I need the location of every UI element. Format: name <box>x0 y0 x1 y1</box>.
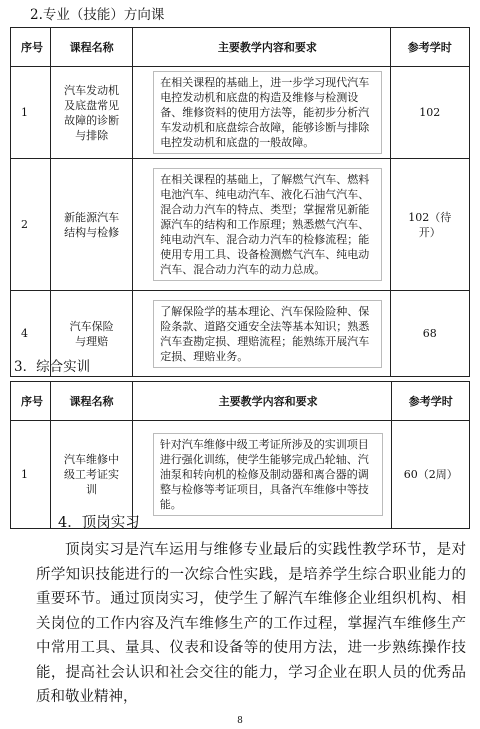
course-name-text: 新能源汽车结构与检修 <box>64 210 120 239</box>
section4-title: 4．顶岗实习 <box>58 515 140 531</box>
course-table-practical <box>10 381 470 529</box>
header-content: 主要教学内容和要求 <box>132 382 392 421</box>
course-name-text: 汽车保险与理赔 <box>69 319 114 348</box>
header-no: 序号 <box>11 28 51 67</box>
row-content <box>133 291 390 377</box>
header-no: 序号 <box>11 382 51 421</box>
row-no: 1 <box>11 421 51 529</box>
header-course: 课程名称 <box>51 382 133 421</box>
row-hours <box>390 159 469 291</box>
row-course-name <box>50 159 132 291</box>
content-text: 在相关课程的基础上，进一步学习现代汽车电控发动机和底盘的构造及维修与检测设备、维修资料的使用方法等，能初步分析汽车发动机和底盘综合故障，能够诊断与排除电控发动机和底盘的一般故障。 <box>153 71 381 154</box>
row-no: 4 <box>11 291 51 377</box>
row-course-name <box>50 67 132 159</box>
header-course: 课程名称 <box>50 28 132 67</box>
section2-title: 2.专业（技能）方向课 <box>30 7 165 23</box>
row-hours: 60（2周） <box>392 421 470 529</box>
course-name-text: 汽车发动机及底盘常见故障的诊断与排除 <box>64 83 120 142</box>
row-hours: 102 <box>390 67 469 159</box>
row-no: 1 <box>11 67 51 159</box>
header-hours: 参考学时 <box>392 382 470 421</box>
row-content <box>132 421 392 529</box>
content-text: 了解保险学的基本理论、汽车保险险种、保险条款、道路交通安全法等基本知识；熟悉汽车查勘定损、理赔流程；能熟练开展汽车定损、理赔业务。 <box>153 300 381 368</box>
course-name-text: 汽车维修中级工考证实训 <box>63 453 119 496</box>
row-content <box>133 67 390 159</box>
content-text: 针对汽车维修中级工考证所涉及的实训项目进行强化训练，使学生能够完成凸轮轴、汽油泵和转向机的检修及制动器和离合器的调整与检修等考证项目，具备汽车维修中等技能。 <box>153 433 384 516</box>
section3-title: 3．综合实训 <box>14 359 91 375</box>
hours-text: 102（待开） <box>408 210 452 239</box>
content-text: 在相关课程的基础上，了解燃气汽车、燃料电池汽车、纯电动汽车、液化石油气汽车、混合动力汽车的特点、类型；掌握常见新能源汽车的结构和工作原理；熟悉燃气汽车、纯电动汽车、混合动力汽车的检修流程；能使用专用工具、设备检测燃气汽车、纯电动汽车、混合动力汽车的动力总成。 <box>153 168 381 281</box>
table-header-row <box>11 28 470 67</box>
page-number: 8 <box>237 716 243 726</box>
row-content <box>133 159 390 291</box>
row-no: 2 <box>11 159 51 291</box>
internship-paragraph: 顶岗实习是汽车运用与维修专业最后的实践性教学环节，是对所学知识技能进行的一次综合性实践，是培养学生综合职业能力的重要环节。通过顶岗实习，使学生了解汽车维修企业组织机构、相关岗位的工作内容及汽车维修生产的工作过程，掌握汽车维修生产中常用工具、量具、仪表和设备等的使用方法，进一步熟练操作技能，提高社会认识和社会交往的能力，学习企业在职人员的优秀品质和敬业精神， <box>36 542 466 705</box>
table-row <box>11 67 470 159</box>
table-header-row <box>11 382 470 421</box>
row-hours: 68 <box>390 291 469 377</box>
header-hours: 参考学时 <box>390 28 469 67</box>
table-row <box>11 159 470 291</box>
header-content: 主要教学内容和要求 <box>133 28 390 67</box>
course-table-specialty <box>10 27 470 377</box>
